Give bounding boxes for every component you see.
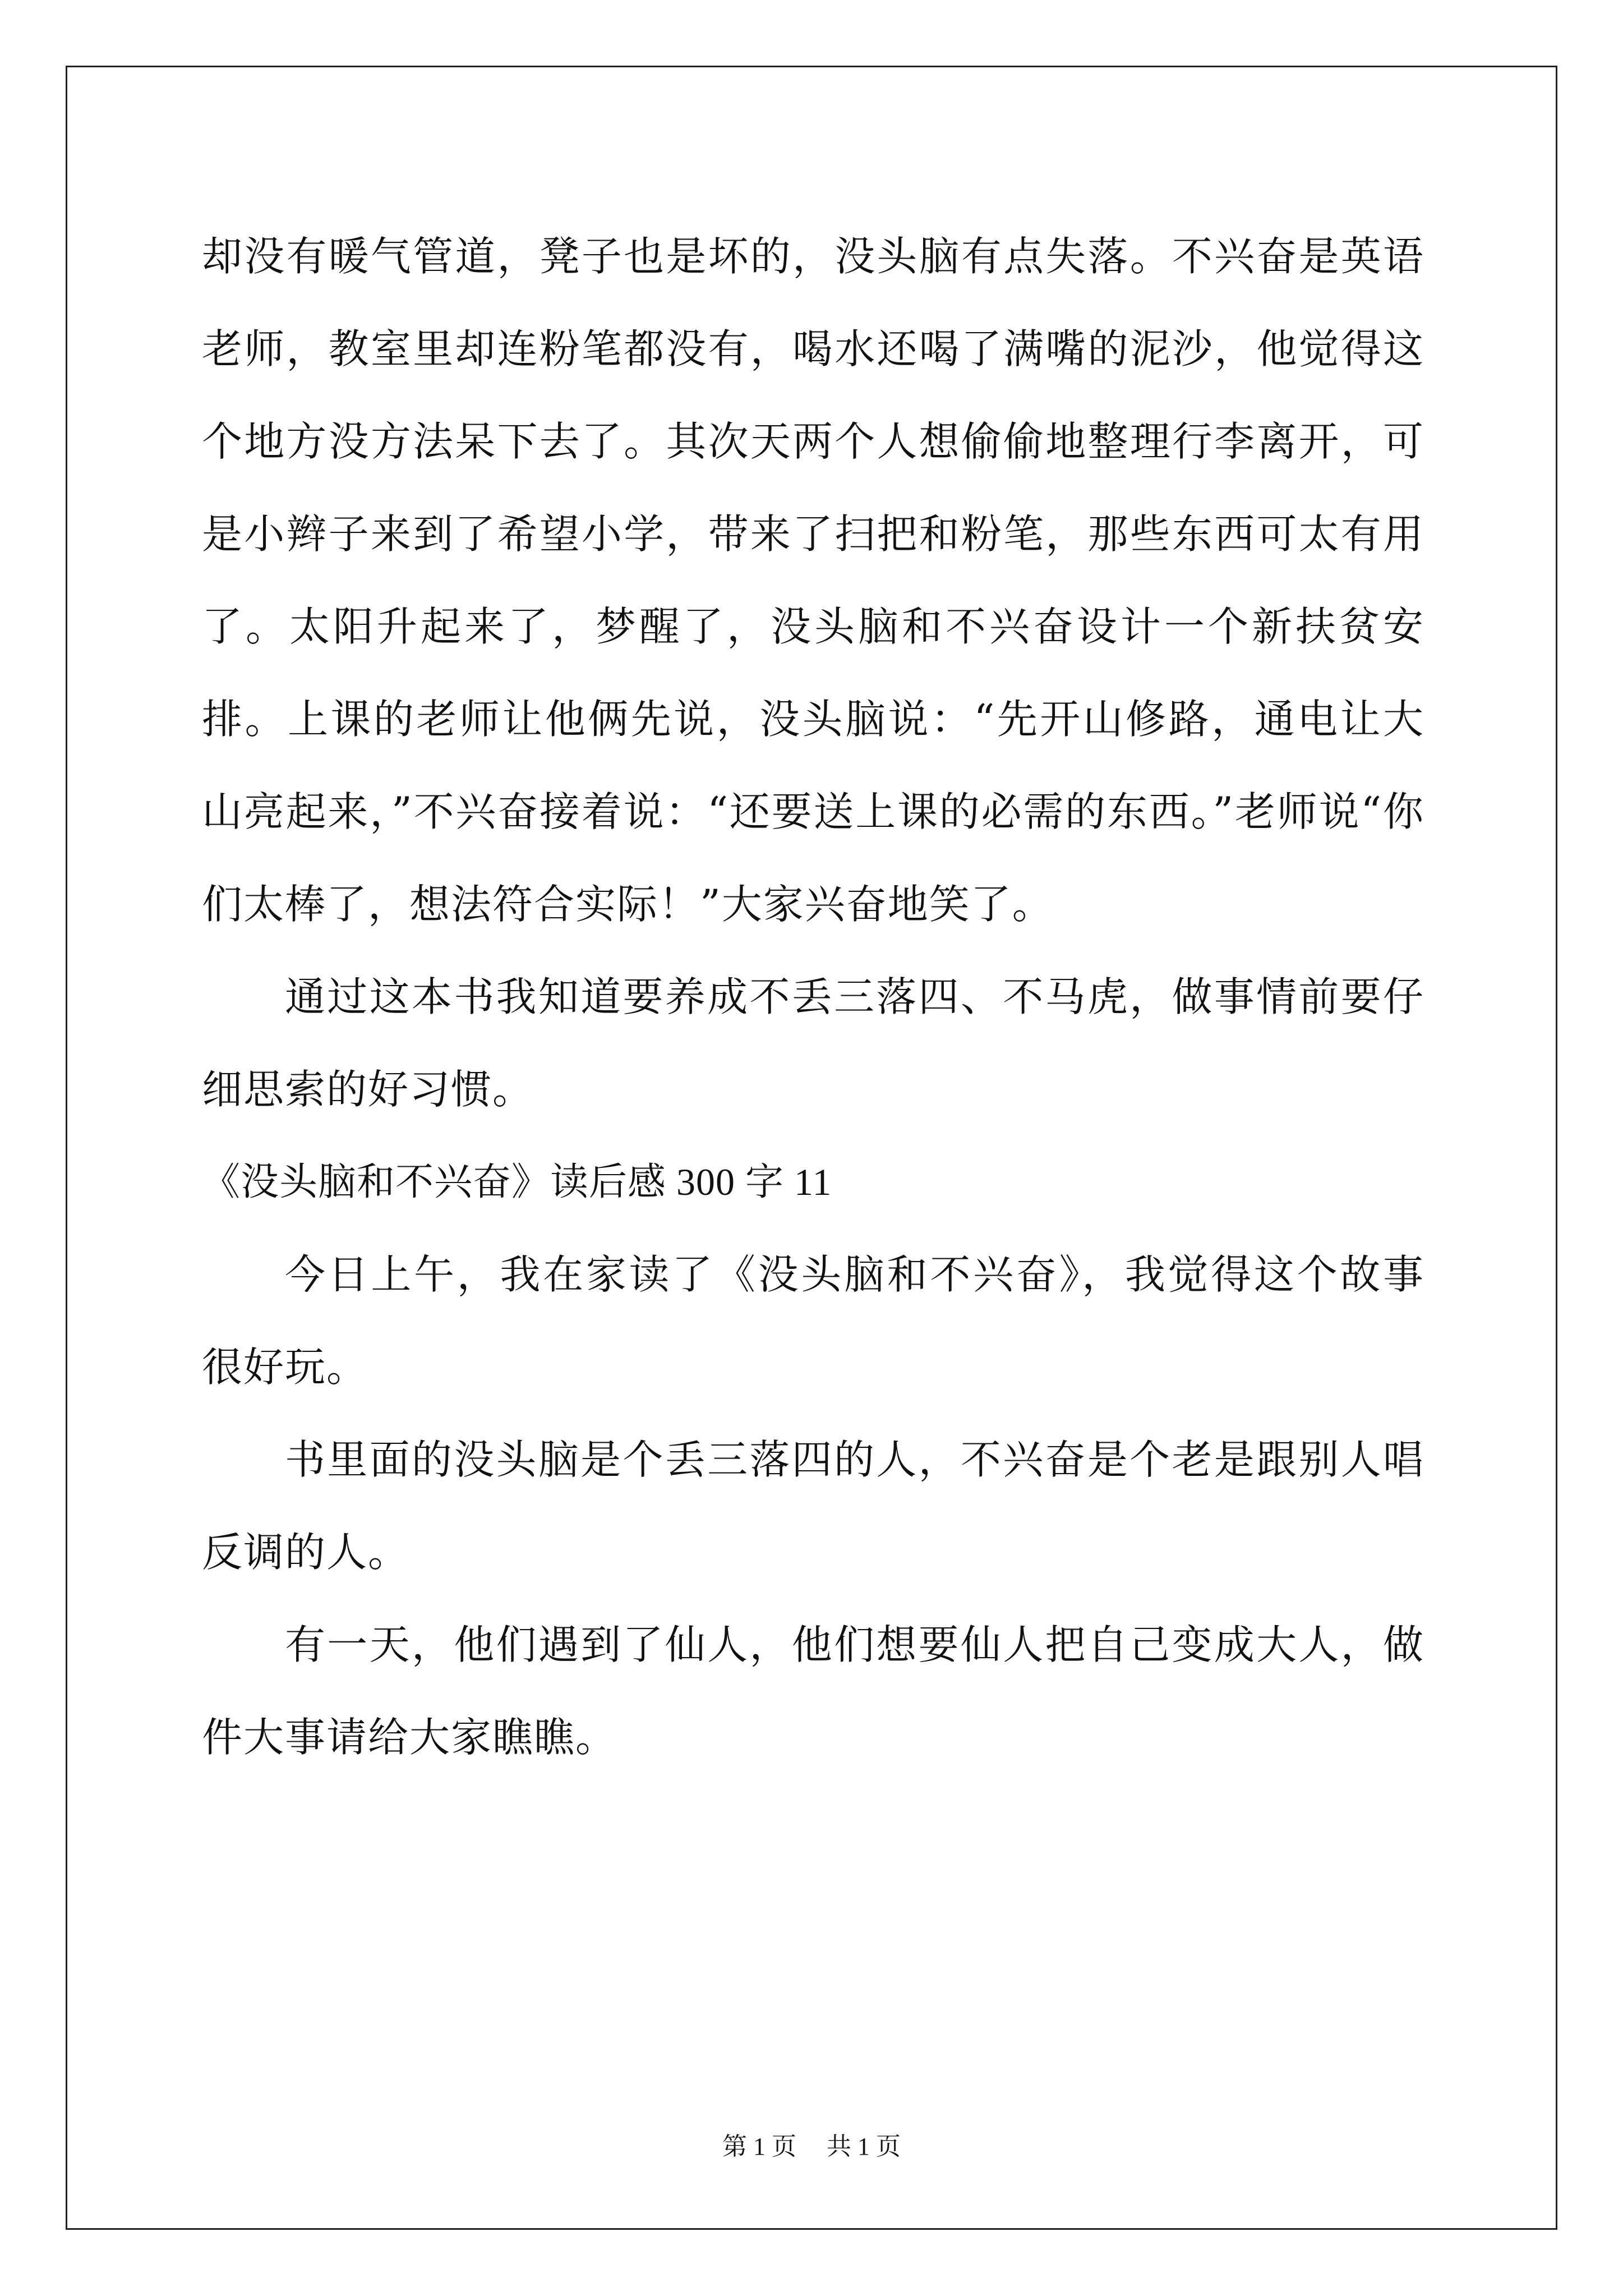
paragraph-1: 却没有暖气管道，凳子也是坏的，没头脑有点失落。不兴奋是英语老师，教室里却连粉笔都没有，喝水还喝了满嘴的泥沙，他觉得这个地方没方法呆下去了。其次天两个人想偷偷地整理行李离开，可是小辫子来到了希望小学，带来了扫把和粉笔，那些东西可太有用了。太阳升起来了，梦醒了，没头脑和不兴奋设计一个新扶贫安排。上课的老师让他俩先说，没头脑说：“先开山修路，通电让大山亮起来，”不兴奋接着说：“还要送上课的必需的东西。”老师说“你们太棒了，想法符合实际！”大家兴奋地笑了。	[202, 233, 1424, 928]
section-heading: 《没头脑和不兴奋》读后感 300 字 11	[202, 1161, 832, 1203]
paragraph-2: 通过这本书我知道要养成不丢三落四、不马虎，做事情前要仔细思索的好习惯。	[202, 973, 1424, 1113]
paragraph-3: 今日上午，我在家读了《没头脑和不兴奋》，我觉得这个故事很好玩。	[202, 1251, 1424, 1391]
document-body	[202, 210, 1424, 1784]
page-total: 共 1 页	[827, 2133, 901, 2160]
paragraph-4: 书里面的没头脑是个丢三落四的人，不兴奋是个老是跟别人唱反调的人。	[202, 1436, 1424, 1576]
page-number: 第 1 页	[722, 2133, 796, 2160]
page-footer	[0, 2126, 1623, 2162]
paragraph-5: 有一天，他们遇到了仙人，他们想要仙人把自己变成大人，做件大事请给大家瞧瞧。	[202, 1621, 1424, 1761]
